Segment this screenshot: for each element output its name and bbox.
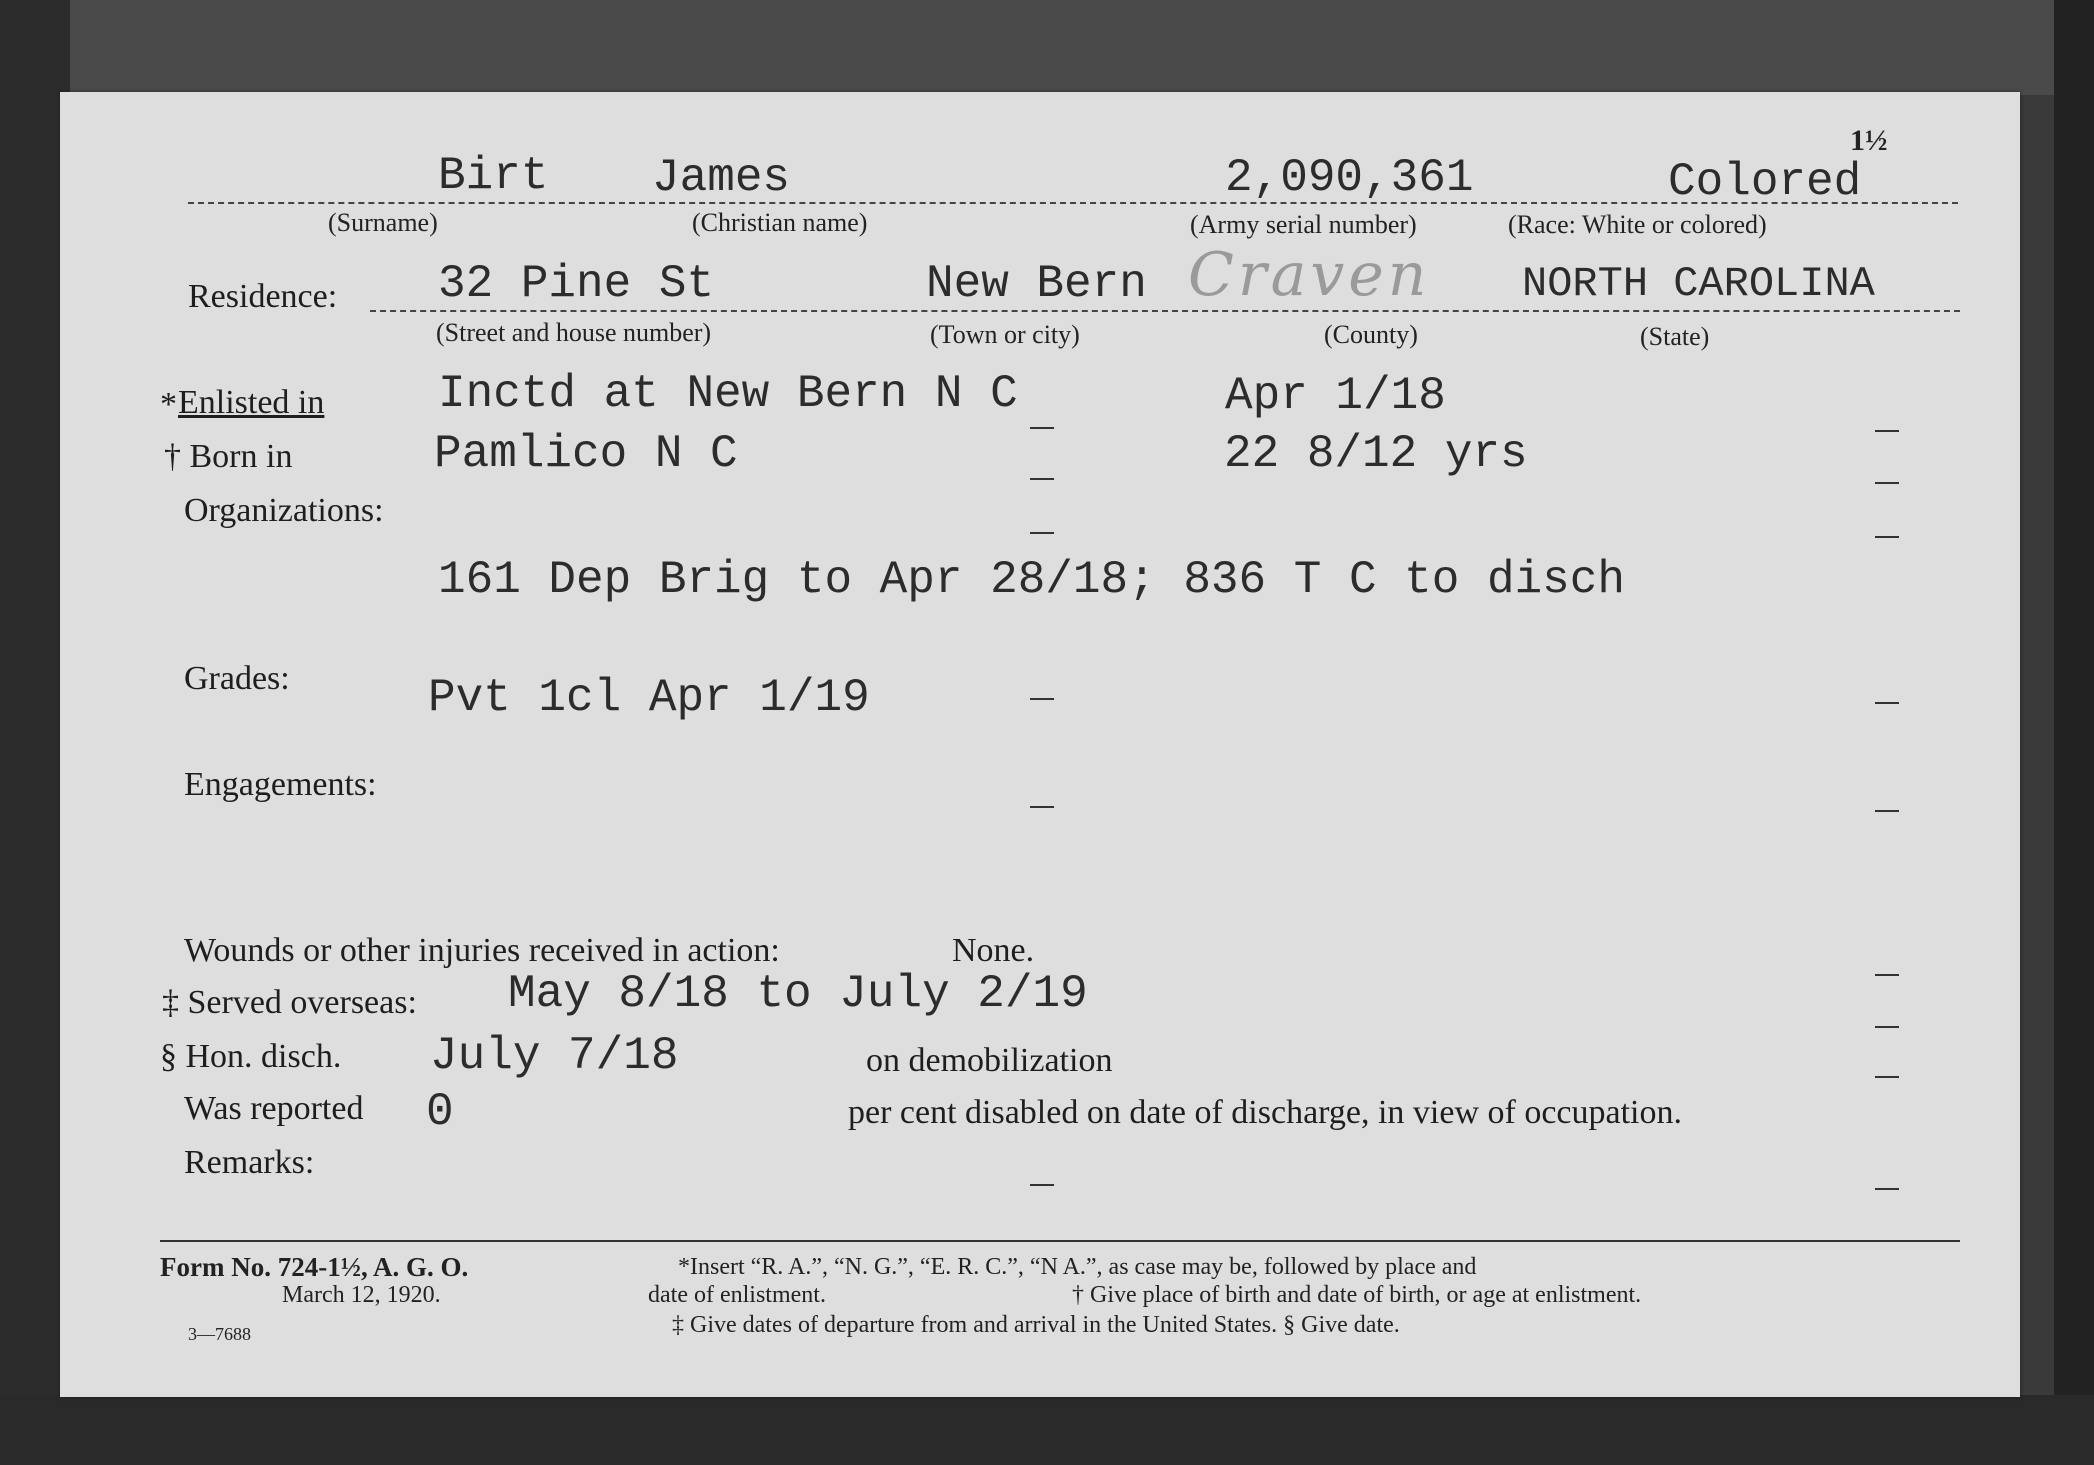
race-label: (Race: White or colored) bbox=[1508, 210, 1767, 239]
print-code: 3—7688 bbox=[188, 1324, 251, 1344]
christian-name-label: (Christian name) bbox=[692, 208, 868, 237]
organizations-right-tick bbox=[1875, 536, 1899, 538]
footer-note-line2b: † Give place of birth and date of birth, or age at enlistment. bbox=[1072, 1282, 1642, 1308]
born-label: † Born in bbox=[164, 438, 293, 475]
name-line bbox=[188, 202, 1958, 204]
organizations-value: 161 Dep Brig to Apr 28/18; 836 T C to disch bbox=[438, 554, 1625, 606]
enlisted-place-value: Inctd at New Bern N C bbox=[438, 368, 1018, 420]
overseas-value: May 8/18 to July 2/19 bbox=[508, 968, 1088, 1020]
wounds-right-tick bbox=[1875, 974, 1899, 976]
engagements-right-tick bbox=[1875, 810, 1899, 812]
grades-tick bbox=[1030, 698, 1054, 700]
born-tick bbox=[1030, 478, 1054, 480]
form-date: March 12, 1920. bbox=[282, 1282, 441, 1308]
background-top bbox=[0, 0, 2094, 95]
engagements-tick bbox=[1030, 806, 1054, 808]
footer-note-line1: *Insert “R. A.”, “N. G.”, “E. R. C.”, “N A.”, as case may be, followed by place and bbox=[678, 1254, 1477, 1280]
footer-note-line3: ‡ Give dates of departure from and arrival in the United States. § Give date. bbox=[672, 1312, 1400, 1338]
residence-line bbox=[370, 310, 1960, 312]
residence-county-handwritten: Craven bbox=[1188, 240, 1431, 310]
born-age-value: 22 8/12 yrs bbox=[1224, 428, 1528, 480]
surname-label: (Surname) bbox=[328, 208, 438, 237]
born-right-tick bbox=[1875, 482, 1899, 484]
state-label: (State) bbox=[1640, 322, 1710, 351]
discharge-right-tick bbox=[1875, 1076, 1899, 1078]
organizations-label: Organizations: bbox=[184, 492, 384, 529]
corner-mark: 1½ bbox=[1850, 124, 1888, 157]
remarks-tick bbox=[1030, 1184, 1054, 1186]
engagements-label: Engagements: bbox=[184, 766, 377, 803]
serial-number-value: 2,090,361 bbox=[1225, 152, 1474, 204]
residence-label: Residence: bbox=[188, 278, 338, 315]
enlisted-label: Enlisted in bbox=[178, 384, 325, 421]
background-right bbox=[2054, 0, 2094, 1465]
wounds-value: None. bbox=[952, 932, 1035, 969]
service-record-card bbox=[60, 92, 2020, 1397]
residence-street-value: 32 Pine St bbox=[438, 258, 715, 310]
county-label: (County) bbox=[1324, 320, 1418, 349]
enlisted-tick bbox=[1030, 427, 1054, 429]
born-place-value: Pamlico N C bbox=[434, 428, 738, 480]
grades-right-tick bbox=[1875, 702, 1899, 704]
footer-divider bbox=[160, 1240, 1960, 1242]
enlisted-right-tick bbox=[1875, 430, 1899, 432]
town-label: (Town or city) bbox=[930, 320, 1080, 349]
christian-name-value: James bbox=[652, 152, 791, 204]
overseas-right-tick bbox=[1875, 1026, 1899, 1028]
reported-label: Was reported bbox=[184, 1090, 364, 1127]
surname-value: Birt bbox=[438, 150, 549, 202]
wounds-label: Wounds or other injuries received in action: bbox=[184, 932, 780, 969]
street-label: (Street and house number) bbox=[436, 318, 712, 347]
organizations-tick bbox=[1030, 532, 1054, 534]
grades-label: Grades: bbox=[184, 660, 290, 697]
reported-note: per cent disabled on date of discharge, in view of occupation. bbox=[848, 1094, 1682, 1131]
enlisted-marker: * bbox=[160, 386, 177, 423]
form-number: Form No. 724-1½, A. G. O. bbox=[160, 1252, 469, 1282]
discharge-date-value: July 7/18 bbox=[430, 1030, 679, 1082]
residence-town-value: New Bern bbox=[926, 258, 1147, 310]
discharge-note: on demobilization bbox=[866, 1042, 1113, 1079]
reported-value: 0 bbox=[426, 1086, 454, 1138]
race-value: Colored bbox=[1668, 156, 1862, 208]
serial-number-label: (Army serial number) bbox=[1190, 210, 1417, 239]
enlisted-date-value: Apr 1/18 bbox=[1225, 370, 1446, 422]
residence-state-value: NORTH CAROLINA bbox=[1522, 260, 1875, 308]
remarks-label: Remarks: bbox=[184, 1144, 315, 1181]
overseas-label: ‡ Served overseas: bbox=[162, 984, 417, 1021]
discharge-label: § Hon. disch. bbox=[160, 1038, 342, 1075]
remarks-right-tick bbox=[1875, 1188, 1899, 1190]
background-bottom bbox=[0, 1395, 2094, 1465]
footer-note-line2a: date of enlistment. bbox=[648, 1282, 826, 1308]
grades-value: Pvt 1cl Apr 1/19 bbox=[428, 672, 870, 724]
